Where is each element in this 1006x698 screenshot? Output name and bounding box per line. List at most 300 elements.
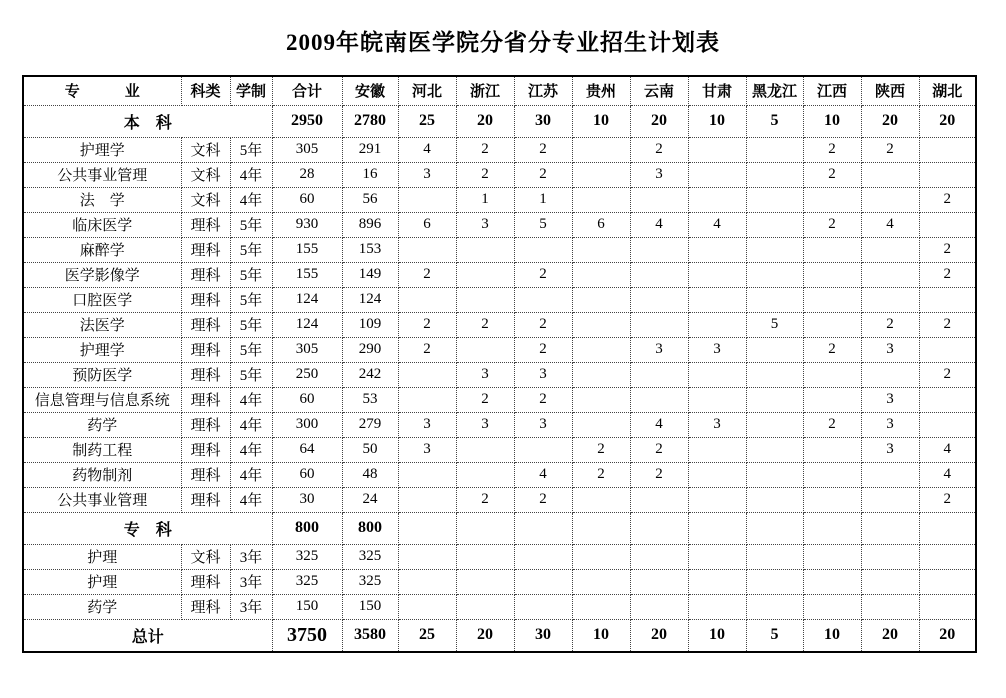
cell-value: 10: [803, 105, 861, 137]
cell-value: 2: [514, 162, 572, 187]
cell-value: [688, 312, 746, 337]
cell-value: [398, 462, 456, 487]
cell-value: [514, 569, 572, 594]
cell-category: 理科: [181, 287, 230, 312]
cell-major: 药学: [23, 594, 181, 619]
cell-value: 305: [272, 337, 342, 362]
cell-value: 2: [514, 312, 572, 337]
section-row: [23, 105, 976, 137]
cell-category: 理科: [181, 487, 230, 512]
cell-value: [803, 569, 861, 594]
cell-value: 3: [688, 412, 746, 437]
cell-value: [398, 544, 456, 569]
cell-value: [688, 137, 746, 162]
section-label-cell: 本 科: [23, 105, 272, 137]
cell-major: 护理学: [23, 337, 181, 362]
cell-category: 理科: [181, 387, 230, 412]
cell-duration: 5年: [230, 262, 272, 287]
cell-duration: 3年: [230, 569, 272, 594]
cell-duration: 5年: [230, 312, 272, 337]
cell-value: 305: [272, 137, 342, 162]
cell-value: 124: [272, 287, 342, 312]
cell-value: [630, 544, 688, 569]
cell-value: 28: [272, 162, 342, 187]
cell-value: [746, 487, 803, 512]
table-row: [23, 569, 976, 594]
cell-value: 6: [572, 212, 630, 237]
cell-value: 2: [861, 137, 919, 162]
cell-value: [688, 544, 746, 569]
cell-value: 20: [861, 105, 919, 137]
cell-value: [514, 237, 572, 262]
cell-value: [630, 287, 688, 312]
total-row: [23, 619, 976, 652]
cell-value: 4: [861, 212, 919, 237]
cell-value: 2: [514, 337, 572, 362]
cell-major: 医学影像学: [23, 262, 181, 287]
cell-value: 2: [456, 162, 514, 187]
cell-value: [746, 512, 803, 544]
cell-major: 法医学: [23, 312, 181, 337]
cell-value: 2: [456, 487, 514, 512]
cell-value: [572, 287, 630, 312]
cell-value: [688, 462, 746, 487]
cell-value: [456, 594, 514, 619]
cell-value: 3: [861, 437, 919, 462]
cell-value: 109: [342, 312, 398, 337]
cell-value: [746, 437, 803, 462]
cell-value: [746, 412, 803, 437]
cell-value: 2: [456, 387, 514, 412]
table-row: [23, 287, 976, 312]
table-row: [23, 412, 976, 437]
cell-value: [919, 412, 976, 437]
cell-value: [572, 387, 630, 412]
cell-value: [861, 162, 919, 187]
table-row: [23, 462, 976, 487]
cell-value: [688, 387, 746, 412]
cell-category: 理科: [181, 362, 230, 387]
cell-value: [572, 262, 630, 287]
cell-major: 信息管理与信息系统: [23, 387, 181, 412]
cell-value: 10: [572, 105, 630, 137]
cell-value: [803, 187, 861, 212]
column-header: 江苏: [514, 76, 572, 105]
table-head: [23, 76, 976, 105]
cell-duration: 5年: [230, 337, 272, 362]
cell-duration: 3年: [230, 594, 272, 619]
cell-value: 300: [272, 412, 342, 437]
cell-value: 2: [630, 137, 688, 162]
cell-value: 2: [456, 137, 514, 162]
cell-value: [919, 512, 976, 544]
cell-value: 2: [398, 337, 456, 362]
cell-value: [861, 544, 919, 569]
cell-value: [398, 512, 456, 544]
cell-duration: 5年: [230, 137, 272, 162]
table-row: [23, 594, 976, 619]
cell-value: [572, 337, 630, 362]
cell-major: 药学: [23, 412, 181, 437]
cell-value: [919, 569, 976, 594]
cell-value: 2: [803, 162, 861, 187]
cell-value: 60: [272, 387, 342, 412]
cell-value: 2: [803, 337, 861, 362]
column-header: 甘肃: [688, 76, 746, 105]
cell-value: [572, 487, 630, 512]
column-header: 浙江: [456, 76, 514, 105]
cell-value: [861, 487, 919, 512]
cell-value: 48: [342, 462, 398, 487]
cell-category: 文科: [181, 162, 230, 187]
cell-value: 2: [398, 312, 456, 337]
cell-value: 325: [272, 569, 342, 594]
cell-value: 2: [861, 312, 919, 337]
cell-value: 2: [630, 462, 688, 487]
cell-value: [919, 137, 976, 162]
cell-value: 153: [342, 237, 398, 262]
cell-value: [746, 387, 803, 412]
cell-value: 60: [272, 462, 342, 487]
cell-value: [572, 312, 630, 337]
cell-value: 20: [861, 619, 919, 652]
cell-value: [572, 569, 630, 594]
cell-duration: 5年: [230, 362, 272, 387]
column-header: 专 业: [23, 76, 181, 105]
cell-value: [919, 287, 976, 312]
cell-category: 理科: [181, 462, 230, 487]
cell-duration: 4年: [230, 487, 272, 512]
cell-value: [398, 569, 456, 594]
cell-value: [572, 512, 630, 544]
cell-major: 制药工程: [23, 437, 181, 462]
cell-value: [630, 512, 688, 544]
cell-value: [746, 137, 803, 162]
cell-value: [456, 237, 514, 262]
cell-value: 20: [919, 619, 976, 652]
cell-value: [630, 262, 688, 287]
cell-value: [398, 237, 456, 262]
cell-value: 2: [919, 487, 976, 512]
cell-value: [398, 594, 456, 619]
cell-category: 理科: [181, 437, 230, 462]
cell-category: 理科: [181, 312, 230, 337]
cell-value: 24: [342, 487, 398, 512]
cell-value: 10: [688, 619, 746, 652]
cell-value: [803, 312, 861, 337]
cell-major: 麻醉学: [23, 237, 181, 262]
table-container: [22, 75, 977, 653]
cell-duration: 5年: [230, 237, 272, 262]
cell-value: 279: [342, 412, 398, 437]
column-header: 湖北: [919, 76, 976, 105]
cell-value: [630, 362, 688, 387]
cell-value: [861, 187, 919, 212]
cell-value: 20: [630, 105, 688, 137]
cell-value: [803, 462, 861, 487]
cell-value: 5: [746, 312, 803, 337]
cell-value: 56: [342, 187, 398, 212]
cell-value: 2: [630, 437, 688, 462]
cell-value: 4: [514, 462, 572, 487]
cell-value: [572, 544, 630, 569]
cell-value: [398, 287, 456, 312]
cell-value: [919, 544, 976, 569]
table-row: [23, 212, 976, 237]
cell-duration: 4年: [230, 412, 272, 437]
cell-duration: 5年: [230, 212, 272, 237]
cell-value: 2: [919, 312, 976, 337]
table-row: [23, 362, 976, 387]
cell-duration: 4年: [230, 437, 272, 462]
cell-category: 文科: [181, 137, 230, 162]
table-row: [23, 162, 976, 187]
column-header: 云南: [630, 76, 688, 105]
cell-value: [803, 262, 861, 287]
cell-value: [803, 437, 861, 462]
cell-major: 预防医学: [23, 362, 181, 387]
cell-value: [746, 362, 803, 387]
cell-value: 3: [861, 412, 919, 437]
cell-category: 理科: [181, 412, 230, 437]
cell-value: 2: [803, 412, 861, 437]
cell-value: [861, 237, 919, 262]
cell-value: 5: [746, 105, 803, 137]
cell-value: 1: [514, 187, 572, 212]
cell-category: 理科: [181, 262, 230, 287]
cell-value: 2: [572, 437, 630, 462]
cell-value: [746, 162, 803, 187]
cell-category: 理科: [181, 212, 230, 237]
cell-value: 3: [514, 362, 572, 387]
header-row: [23, 76, 976, 105]
cell-duration: 4年: [230, 162, 272, 187]
cell-value: [919, 594, 976, 619]
cell-value: 150: [272, 594, 342, 619]
cell-major: 公共事业管理: [23, 162, 181, 187]
cell-value: [398, 387, 456, 412]
cell-value: 30: [514, 619, 572, 652]
cell-value: [630, 487, 688, 512]
cell-value: 2: [514, 487, 572, 512]
cell-value: [514, 512, 572, 544]
cell-value: [803, 387, 861, 412]
cell-value: [630, 387, 688, 412]
cell-value: [630, 237, 688, 262]
cell-value: [688, 187, 746, 212]
cell-value: 25: [398, 105, 456, 137]
cell-value: [456, 437, 514, 462]
cell-value: 50: [342, 437, 398, 462]
cell-major: 护理学: [23, 137, 181, 162]
cell-value: [861, 462, 919, 487]
section-row: [23, 512, 976, 544]
table-body: [23, 105, 976, 652]
cell-value: 20: [919, 105, 976, 137]
cell-value: 3: [688, 337, 746, 362]
cell-value: 10: [803, 619, 861, 652]
cell-value: [688, 569, 746, 594]
cell-value: 10: [572, 619, 630, 652]
cell-value: 3: [630, 162, 688, 187]
cell-value: 4: [398, 137, 456, 162]
cell-value: [861, 287, 919, 312]
cell-value: 3: [398, 162, 456, 187]
cell-value: [630, 569, 688, 594]
cell-value: [456, 462, 514, 487]
cell-value: [919, 212, 976, 237]
cell-value: 2: [514, 387, 572, 412]
cell-value: [803, 362, 861, 387]
cell-value: 155: [272, 237, 342, 262]
cell-value: [746, 462, 803, 487]
cell-value: [746, 544, 803, 569]
cell-value: [861, 362, 919, 387]
cell-value: 5: [514, 212, 572, 237]
cell-value: [919, 162, 976, 187]
cell-value: [803, 287, 861, 312]
cell-value: [688, 487, 746, 512]
cell-value: 2: [919, 237, 976, 262]
cell-category: 理科: [181, 337, 230, 362]
cell-value: 930: [272, 212, 342, 237]
column-header: 安徽: [342, 76, 398, 105]
cell-value: [688, 237, 746, 262]
cell-value: 2: [919, 362, 976, 387]
cell-value: 3580: [342, 619, 398, 652]
cell-value: [514, 437, 572, 462]
cell-value: [456, 512, 514, 544]
column-header: 黑龙江: [746, 76, 803, 105]
cell-value: [514, 594, 572, 619]
cell-value: [746, 594, 803, 619]
table-row: [23, 137, 976, 162]
cell-value: 325: [272, 544, 342, 569]
cell-value: [746, 262, 803, 287]
cell-value: [803, 544, 861, 569]
cell-value: [688, 437, 746, 462]
cell-value: [456, 337, 514, 362]
cell-value: 3: [456, 412, 514, 437]
cell-major: 临床医学: [23, 212, 181, 237]
cell-value: 3750: [272, 619, 342, 652]
cell-value: 4: [630, 212, 688, 237]
cell-value: 25: [398, 619, 456, 652]
table-row: [23, 187, 976, 212]
cell-value: 3: [398, 412, 456, 437]
cell-value: 2: [919, 187, 976, 212]
cell-value: 2: [456, 312, 514, 337]
table-row: [23, 262, 976, 287]
cell-value: [919, 387, 976, 412]
table-row: [23, 337, 976, 362]
cell-value: [456, 569, 514, 594]
cell-major: 药物制剂: [23, 462, 181, 487]
cell-value: 3: [456, 212, 514, 237]
cell-value: 3: [398, 437, 456, 462]
cell-value: 1: [456, 187, 514, 212]
cell-category: 理科: [181, 237, 230, 262]
cell-value: [861, 512, 919, 544]
column-header: 贵州: [572, 76, 630, 105]
cell-value: 30: [514, 105, 572, 137]
cell-value: [861, 594, 919, 619]
cell-value: [746, 237, 803, 262]
cell-value: [572, 237, 630, 262]
cell-duration: 5年: [230, 287, 272, 312]
cell-value: 2: [514, 137, 572, 162]
cell-value: 2780: [342, 105, 398, 137]
cell-category: 理科: [181, 569, 230, 594]
column-header: 合计: [272, 76, 342, 105]
cell-value: 124: [272, 312, 342, 337]
cell-value: 250: [272, 362, 342, 387]
cell-value: 20: [456, 619, 514, 652]
cell-value: 20: [630, 619, 688, 652]
cell-value: [803, 512, 861, 544]
cell-value: [688, 512, 746, 544]
cell-category: 文科: [181, 187, 230, 212]
cell-value: 2: [572, 462, 630, 487]
admission-plan-table: [22, 75, 977, 653]
cell-value: [803, 487, 861, 512]
table-row: [23, 387, 976, 412]
cell-value: 53: [342, 387, 398, 412]
cell-value: [861, 569, 919, 594]
table-row: [23, 237, 976, 262]
cell-value: 155: [272, 262, 342, 287]
cell-major: 护理: [23, 544, 181, 569]
cell-value: 3: [456, 362, 514, 387]
cell-value: [398, 187, 456, 212]
table-row: [23, 544, 976, 569]
cell-value: [514, 544, 572, 569]
cell-value: [572, 137, 630, 162]
cell-value: [861, 262, 919, 287]
cell-value: 2950: [272, 105, 342, 137]
cell-value: 290: [342, 337, 398, 362]
cell-value: [572, 162, 630, 187]
cell-value: 149: [342, 262, 398, 287]
cell-value: 64: [272, 437, 342, 462]
cell-duration: 3年: [230, 544, 272, 569]
cell-value: [630, 187, 688, 212]
cell-value: [746, 287, 803, 312]
cell-value: [456, 287, 514, 312]
cell-value: 2: [514, 262, 572, 287]
cell-value: 800: [342, 512, 398, 544]
cell-category: 文科: [181, 544, 230, 569]
cell-value: [746, 212, 803, 237]
cell-value: [746, 337, 803, 362]
cell-value: [803, 594, 861, 619]
cell-value: [572, 412, 630, 437]
cell-value: 242: [342, 362, 398, 387]
cell-value: 291: [342, 137, 398, 162]
cell-value: 6: [398, 212, 456, 237]
cell-value: 3: [861, 337, 919, 362]
cell-value: 3: [514, 412, 572, 437]
cell-value: [919, 337, 976, 362]
section-label-cell: 专 科: [23, 512, 272, 544]
cell-value: 3: [630, 337, 688, 362]
cell-major: 口腔医学: [23, 287, 181, 312]
table-row: [23, 312, 976, 337]
cell-value: 150: [342, 594, 398, 619]
cell-value: [456, 544, 514, 569]
table-row: [23, 437, 976, 462]
column-header: 学制: [230, 76, 272, 105]
